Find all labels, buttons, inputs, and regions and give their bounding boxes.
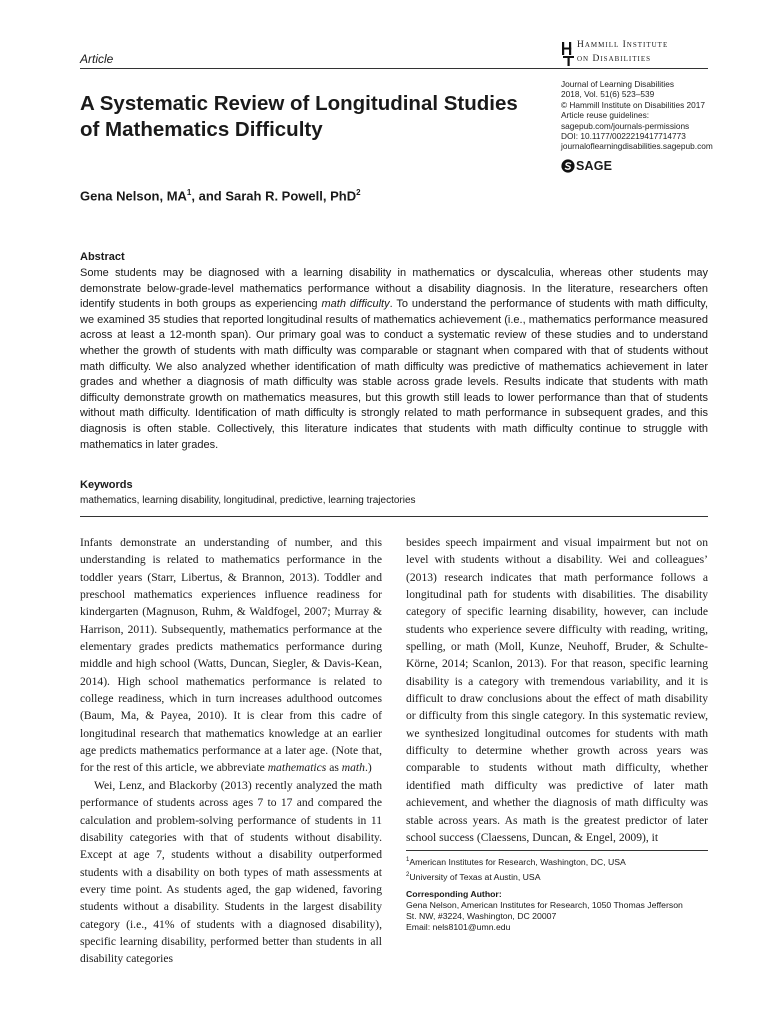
keywords-heading: Keywords [80,479,133,491]
paragraph-text: Infants demonstrate an understanding of number, and this understanding is related to mathematics performance in the toddler years (Starr, Libertus, & Brannon, 2013). Toddler and preschool mathematics experiences influence readiness for kindergarten (Magnuson, Ruhm, & Waldfogel, 2007; Murray & Harrison, 2011). Subsequently, mathematics performance at the elementary grades predicts mathematics performance during middle and high school (Watts, Duncan, Siegler, & Davis-Kean, 2014). High school mathematics performance is related to college readiness, which in turn increases adulthood outcomes (Baum, Ma, & Payea, 2010). It is clear from this cadre of longitudinal research that mathematics knowledge at an earlier age predicts mathematics performance at a later age. (Note that, for the rest of this article, we abbreviate [80,536,382,775]
author-1: Gena Nelson, MA [80,188,187,204]
journal-site-link[interactable]: journaloflearningdisabilities.sagepub.com [561,141,713,152]
author-2: Sarah R. Powell, PhD [225,188,357,204]
publisher-name-line1: Hammill Institute [577,40,669,50]
keywords-divider [80,516,708,517]
hammill-logo-icon [561,42,575,66]
reuse-label: Article reuse guidelines: [561,110,650,121]
abstract-text-2: . To understand the performance of students with math difficulty, we examined 35 studies that reported longitudinal results of mathematics achievement (i.e., mathematics performance measured across at least a 12-month span). Our primary goal was to conduct a systematic review of these studies and to understand whether the growth of students with math difficulty was comparable or stagnant when compared with that of students without math difficulty. We also analyzed whether identification of math difficulty was predictive of mathematics achievement in later grades and whether a diagnosis of math difficulty was stable across grade levels. Results indicate that students with math difficulty demonstrate growth on mathematics measures, but this growth still leads to lower performance than that of students without math difficulty. Identification of math difficulty is strongly related to math performance in subsequent grades, and this diagnosis is often stable. Collectively, this literature indicates that students with math difficulty continue to struggle with mathematics in later grades. [80,298,709,451]
author-1-affiliation: 1 [186,188,192,197]
paragraph-text: .) [364,761,372,775]
article-title: A Systematic Review of Longitudinal Studies of Mathematics Difficulty [80,92,518,141]
italic-term: mathematics [267,761,327,775]
corresponding-author-email[interactable]: Email: nels8101@umn.edu [406,921,511,932]
publisher-name-line2: on Disabilities [577,54,652,64]
body-paragraph [80,534,382,777]
footnote-marker: 1 [406,857,410,863]
sage-wordmark: SAGE [576,159,613,173]
abstract-italic-term: math difficulty [321,298,390,311]
author-2-affiliation: 2 [356,188,361,197]
author-line [80,188,361,203]
body-paragraph: besides speech impairment and visual impairment but not on level with students without a disability. Wei and colleagues’ (2013) research indicates that math performance follows a longitudinal path for students with disabilities. The disability category of specific learning disability, however, can include students who experience severe difficulty with reading, writing, spelling, or math (Moll, Kunze, Neuhoff, Bruder, & Schulte-Körne, 2014; Scanlon, 2013). For that reason, specific learning disability is a category with tremendous variability, and it is difficult to draw conclusions about the effect of math disability or difficulty from this single category. In this systematic review, we synthesized longitudinal outcomes for students with math difficulty to determine whether growth across years was comparable to students without math difficulty, whether identified math difficulty was predictive of later math achievement, and whether the diagnosis of math difficulty was stable across years. As math is the greatest predictor of later school success (Claessens, Duncan, & Engel, 2009), it [406,536,708,844]
body-column-left [80,534,382,968]
journal-info [561,79,721,152]
journal-name: Journal of Learning Disabilities [561,79,674,89]
affiliation-text: American Institutes for Research, Washington, DC, USA [409,856,626,867]
footnote-marker: 2 [406,871,410,878]
reuse-link[interactable]: sagepub.com/journals-permissions [561,120,690,131]
body-paragraph: Wei, Lenz, and Blackorby (2013) recently analyzed the math performance of students across ages 7 to 17 and compared the calculation and problem-solving performance of students in 11 disability categories with that of students without disability. Except at age 7, students without a disability outperformed students with a disability on both types of math assessments at every time point. As students aged, the gap widened, favoring students without a disability. Students in the largest disability category (i.e., 41% of students with a diagnosed disability), specific learning disability, performed better than students in all disability categories [80,778,382,966]
keywords-list: mathematics, learning disability, longitudinal, predictive, learning trajectories [80,495,416,506]
author-joiner: , and [191,188,226,204]
abstract-text-1: Some students may be diagnosed with a learning disability in mathematics or dyscalculia, whereas other students may demonstrate below-grade-level mathematics performance without a disability diagnosis. In the literature, researchers often identify students in both groups as experiencing [80,267,708,311]
copyright: © Hammill Institute on Disabilities 2017 [561,99,705,110]
footnote-divider [406,850,708,851]
abstract-heading: Abstract [80,251,125,263]
body-column-right [406,534,708,846]
paragraph-text: as [326,761,342,775]
article-type-label: Article [80,52,114,66]
sage-circle-icon [561,159,575,173]
affiliation-text: University of Texas at Austin, USA [409,871,541,882]
publisher-logo [561,40,721,70]
corresponding-author-line: St. NW, #3224, Washington, DC 20007 [406,910,557,921]
journal-volume: 2018, Vol. 51(6) 523–539 [561,89,655,100]
italic-term: math [341,761,365,775]
sage-logo [561,158,612,174]
doi[interactable]: DOI: 10.1177/0022219417714773 [561,131,686,142]
affiliation-1 [406,855,708,868]
corresponding-author-heading: Corresponding Author: [406,888,502,899]
abstract-body [80,266,708,453]
affiliation-2 [406,870,708,883]
corresponding-author-line: Gena Nelson, American Institutes for Research, 1050 Thomas Jefferson [406,899,683,910]
footnotes [406,855,708,933]
